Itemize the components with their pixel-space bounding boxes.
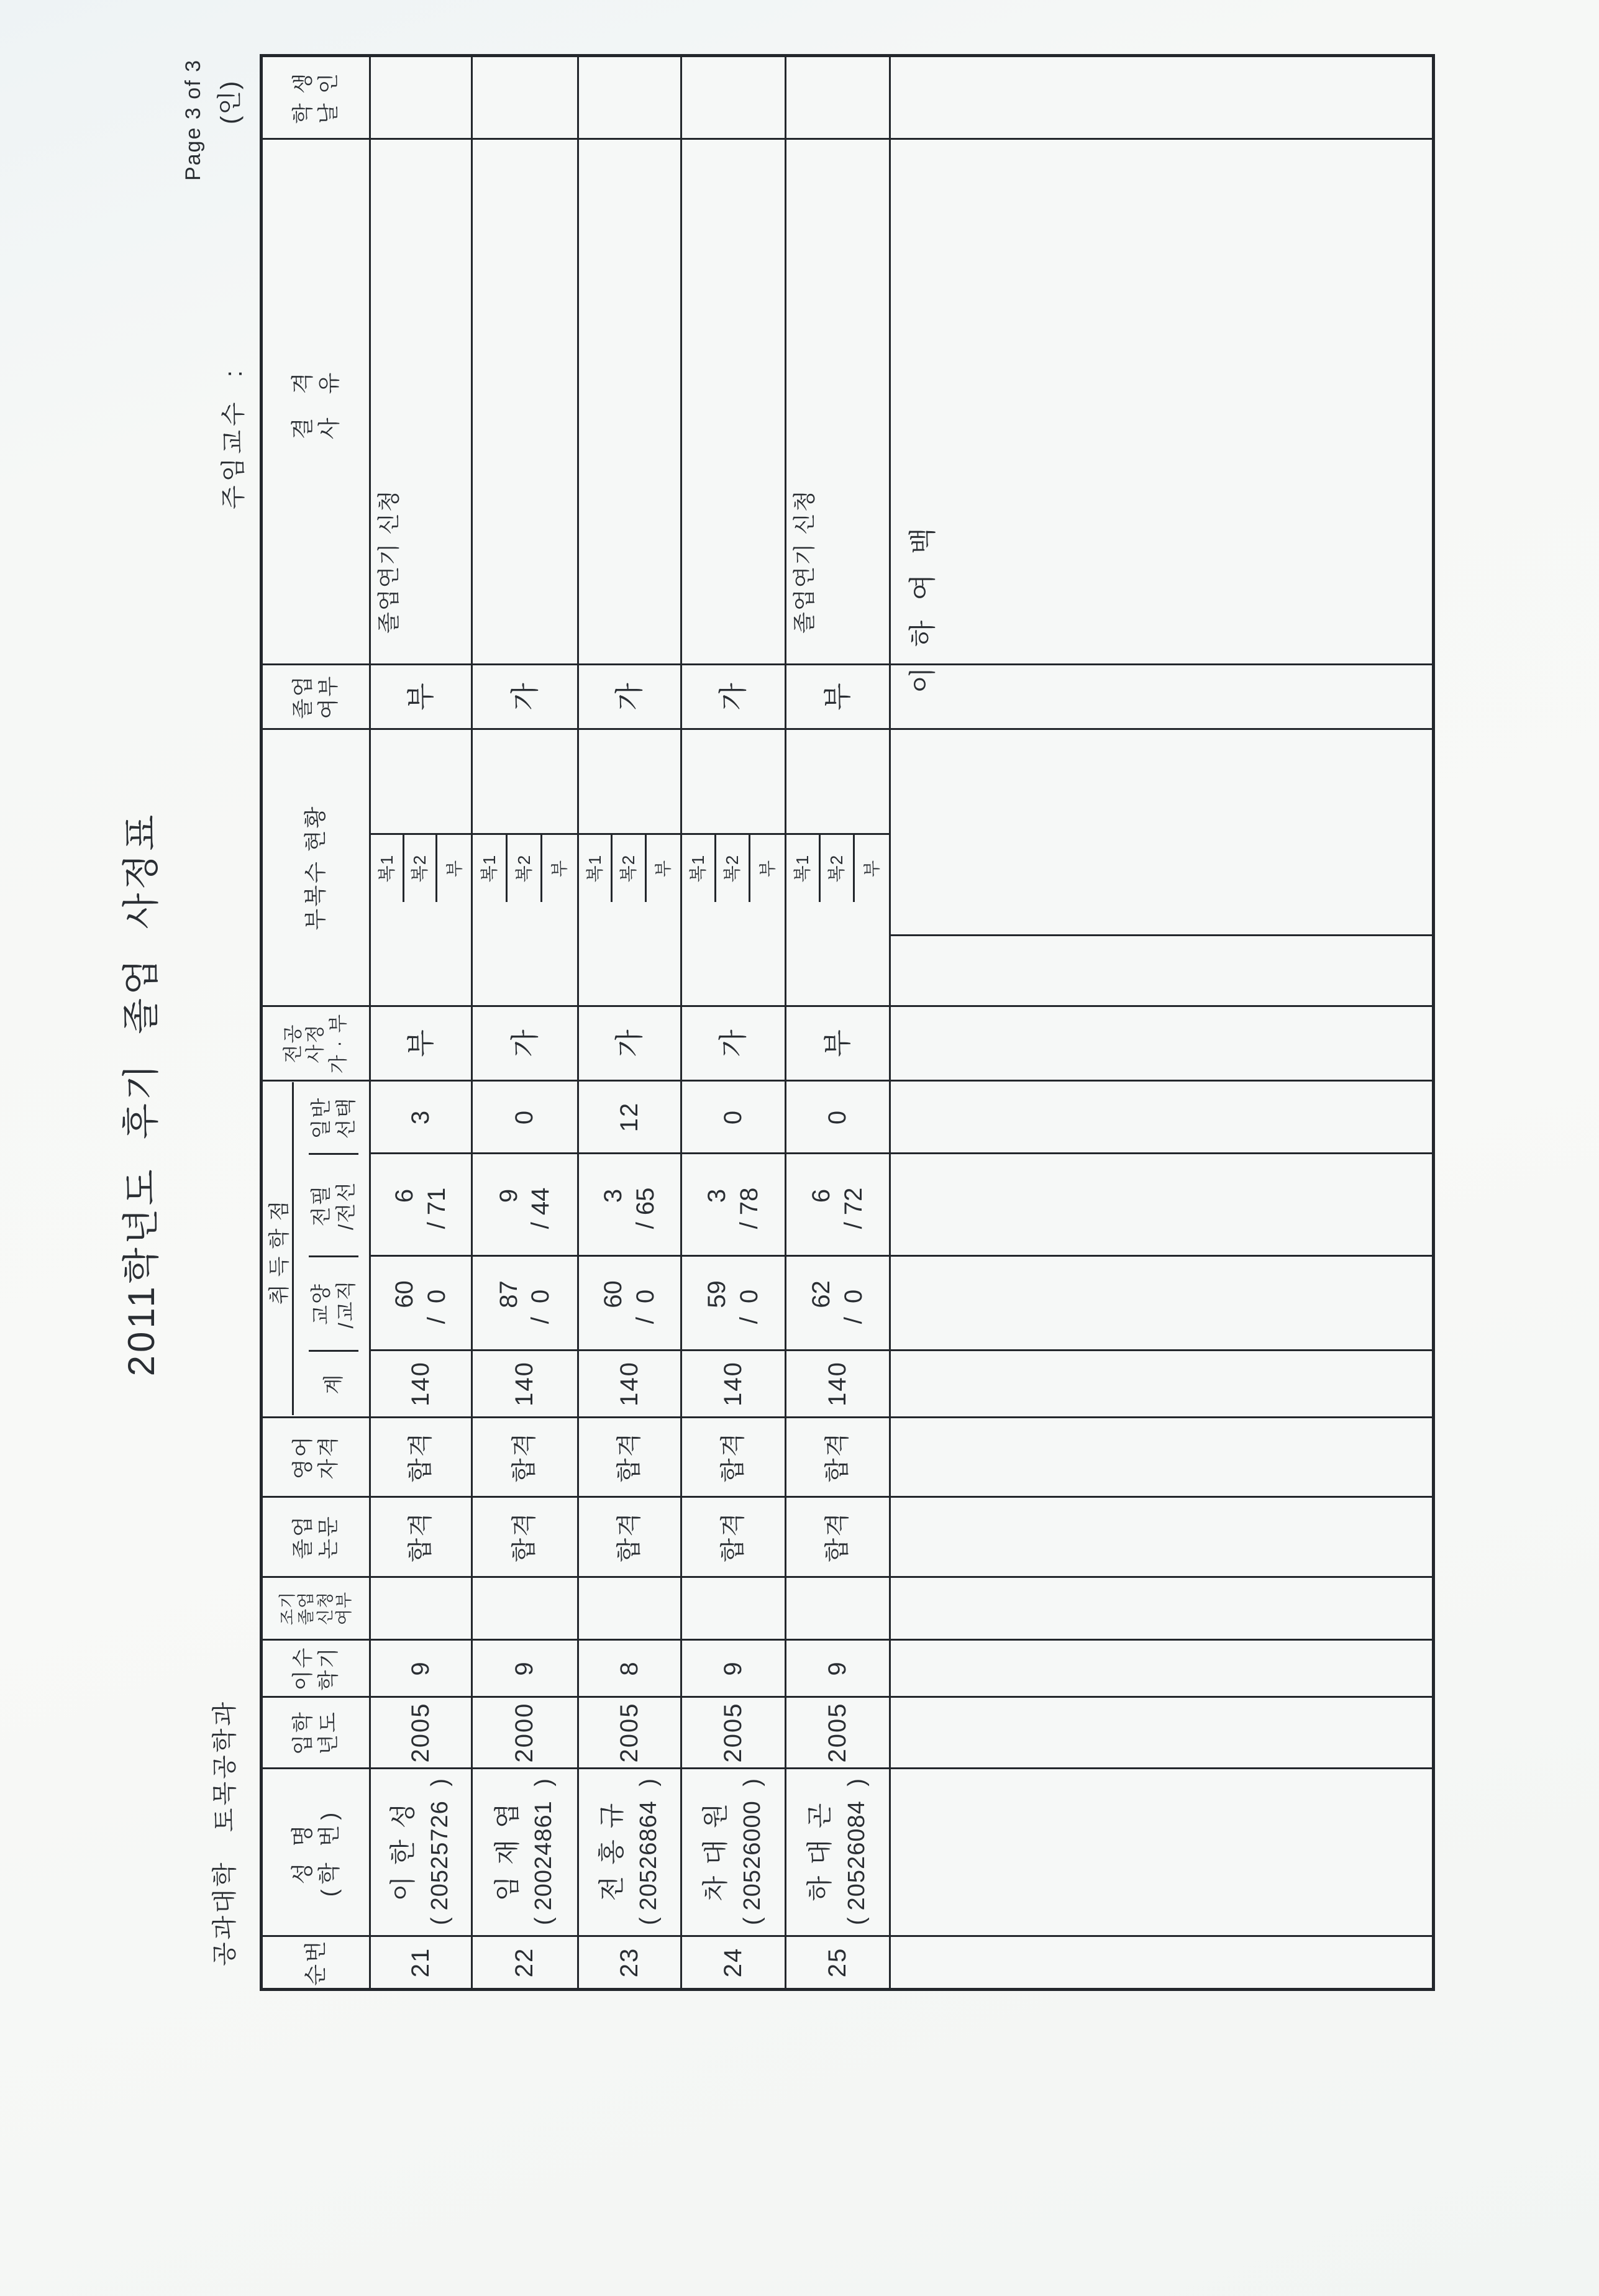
cell-semesters: 9: [786, 1639, 891, 1696]
cell-thesis: 합격: [786, 1496, 891, 1576]
blank-cell: [891, 1349, 1432, 1416]
cell-student-seal: [579, 57, 682, 138]
cell-credits-elective: 0: [473, 1080, 579, 1152]
cell-admission-year: 2005: [786, 1696, 891, 1767]
header-credits-label: 취득학점: [267, 1083, 294, 1416]
cell-name: 전홍규 ( 20526864 ): [579, 1767, 682, 1935]
cell-no: 24: [682, 1935, 786, 1988]
cell-semesters: 8: [579, 1639, 682, 1696]
cell-major-review: 가: [473, 1005, 579, 1080]
blank-cell: [891, 1576, 1432, 1639]
header-disqualification: 결 격 사 유: [263, 138, 371, 663]
cell-minor-status: 복1 복2 부: [786, 728, 891, 1005]
cell-english: 합격: [371, 1416, 473, 1496]
page-title: 2011학년도 후기 졸업 사정표: [121, 811, 162, 1377]
cell-disqualification: [473, 138, 579, 663]
blank-cell: [891, 1496, 1432, 1576]
blank-cell-disqualification: [891, 138, 1432, 693]
header-credits-major: 전필 /전선: [309, 1154, 358, 1256]
cell-graduation: 부: [786, 663, 891, 728]
blank-below-note: 이 하 여 백: [908, 521, 938, 693]
cell-semesters: 9: [473, 1639, 579, 1696]
header-credits-elective: 일반 선택: [309, 1096, 357, 1139]
cell-thesis: 합격: [579, 1496, 682, 1576]
cell-disqualification: 졸업연기 신청: [371, 138, 473, 663]
header-major-review: 전공 사정 가 · 부: [263, 1005, 371, 1080]
cell-credits-major: 9 / 44: [473, 1152, 579, 1255]
cell-english: 합격: [473, 1416, 579, 1496]
blank-cell: [891, 1935, 1432, 1988]
cell-major-review: 가: [579, 1005, 682, 1080]
cell-credits-general: 87 / 0: [473, 1255, 579, 1349]
cell-credits-general: 60 / 0: [371, 1255, 473, 1349]
cell-disqualification: [682, 138, 786, 663]
blank-cell: [891, 1696, 1432, 1767]
cell-thesis: 합격: [371, 1496, 473, 1576]
cell-minor-status: 복1 복2 부: [473, 728, 579, 1005]
blank-cell: [891, 1152, 1432, 1255]
cell-credits-total: 140: [371, 1349, 473, 1416]
blank-cell: [891, 1080, 1432, 1152]
blank-cell: [891, 1767, 1432, 1935]
cell-minor-status: 복1 복2 부: [579, 728, 682, 1005]
cell-name: 하대곤 ( 20526084 ): [786, 1767, 891, 1935]
cell-student-seal: [473, 57, 579, 138]
cell-credits-general: 60 / 0: [579, 1255, 682, 1349]
cell-student-seal: [371, 57, 473, 138]
cell-minor-status: 복1 복2 부: [682, 728, 786, 1005]
header-minor-status: 부복수 현황: [263, 728, 371, 1005]
cell-student-seal: [682, 57, 786, 138]
header-graduation: 졸업 여부: [263, 663, 371, 728]
cell-no: 22: [473, 1935, 579, 1988]
header-no: 순번: [263, 1935, 371, 1988]
cell-credits-elective: 0: [786, 1080, 891, 1152]
cell-name: 이한성 ( 20525726 ): [371, 1767, 473, 1935]
cell-semesters: 9: [371, 1639, 473, 1696]
cell-early-graduation: [682, 1576, 786, 1639]
minor-label-bu: 부: [437, 833, 471, 902]
cell-early-graduation: [579, 1576, 682, 1639]
cell-english: 합격: [682, 1416, 786, 1496]
blank-cell: [891, 1416, 1432, 1496]
page-number: Page 3 of 3: [181, 59, 205, 181]
minor-label-bok1: 복1: [371, 833, 403, 902]
blank-cell: [891, 1255, 1432, 1349]
cell-english: 합격: [579, 1416, 682, 1496]
cell-major-review: 부: [786, 1005, 891, 1080]
cell-minor-status: [371, 728, 473, 1005]
header-credits-group: [263, 1080, 371, 1416]
header-thesis: 졸업 논문: [263, 1496, 371, 1576]
cell-credits-major: 6 / 72: [786, 1152, 891, 1255]
cell-credits-elective: 3: [371, 1080, 473, 1152]
cell-semesters: 9: [682, 1639, 786, 1696]
header-admission-year: 입학 년도: [263, 1696, 371, 1767]
cell-name: 차대원 ( 20526000 ): [682, 1767, 786, 1935]
header-student-seal: 학 생 날 인: [263, 57, 371, 138]
cell-early-graduation: [786, 1576, 891, 1639]
advisor-label: 주임교수 :: [220, 367, 247, 509]
cell-admission-year: 2000: [473, 1696, 579, 1767]
minor-label-bok2: 복2: [404, 833, 436, 902]
cell-credits-total: 140: [473, 1349, 579, 1416]
cell-thesis: 합격: [682, 1496, 786, 1576]
cell-graduation: 가: [473, 663, 579, 728]
header-english: 영어 자격: [263, 1416, 371, 1496]
cell-major-review: 부: [371, 1005, 473, 1080]
cell-student-seal: [786, 57, 891, 138]
cell-credits-major: 3 / 65: [579, 1152, 682, 1255]
cell-credits-total: 140: [682, 1349, 786, 1416]
blank-cell: [891, 663, 1432, 728]
cell-credits-elective: 12: [579, 1080, 682, 1152]
cell-credits-major: 3 / 78: [682, 1152, 786, 1255]
department-label: 공과대학 토목공학과: [211, 1699, 239, 1966]
cell-admission-year: 2005: [371, 1696, 473, 1767]
cell-no: 25: [786, 1935, 891, 1988]
cell-credits-major: 6 / 71: [371, 1152, 473, 1255]
cell-thesis: 합격: [473, 1496, 579, 1576]
cell-graduation: 가: [682, 663, 786, 728]
cell-credits-total: 140: [579, 1349, 682, 1416]
cell-early-graduation: [473, 1576, 579, 1639]
header-name: 성 명 (학 번): [263, 1767, 371, 1935]
cell-graduation: 가: [579, 663, 682, 728]
cell-english: 합격: [786, 1416, 891, 1496]
cell-credits-general: 59 / 0: [682, 1255, 786, 1349]
header-semesters: 이수 학기: [263, 1639, 371, 1696]
cell-admission-year: 2005: [579, 1696, 682, 1767]
cell-disqualification: 졸업연기 신청: [786, 138, 891, 663]
cell-graduation: 부: [371, 663, 473, 728]
header-credits-total: 계: [309, 1351, 358, 1416]
cell-credits-general: 62 / 0: [786, 1255, 891, 1349]
cell-no: 23: [579, 1935, 682, 1988]
graduation-assessment-table: [260, 54, 1435, 1991]
cell-early-graduation: [371, 1576, 473, 1639]
cell-disqualification: [579, 138, 682, 663]
blank-cell: [891, 57, 1432, 138]
cell-credits-elective: 0: [682, 1080, 786, 1152]
blank-cell: [891, 1639, 1432, 1696]
header-credits-general: 교양 /교직: [309, 1256, 358, 1351]
cell-name: 임재엽 ( 20024861 ): [473, 1767, 579, 1935]
blank-cell-minor: [891, 728, 1432, 1005]
cell-major-review: 가: [682, 1005, 786, 1080]
cell-admission-year: 2005: [682, 1696, 786, 1767]
cell-no: 21: [371, 1935, 473, 1988]
header-early-graduation: 조기 졸업 신청 여부: [263, 1576, 371, 1639]
seal-note: (인): [216, 80, 244, 124]
cell-credits-total: 140: [786, 1349, 891, 1416]
blank-cell: [891, 1005, 1432, 1080]
